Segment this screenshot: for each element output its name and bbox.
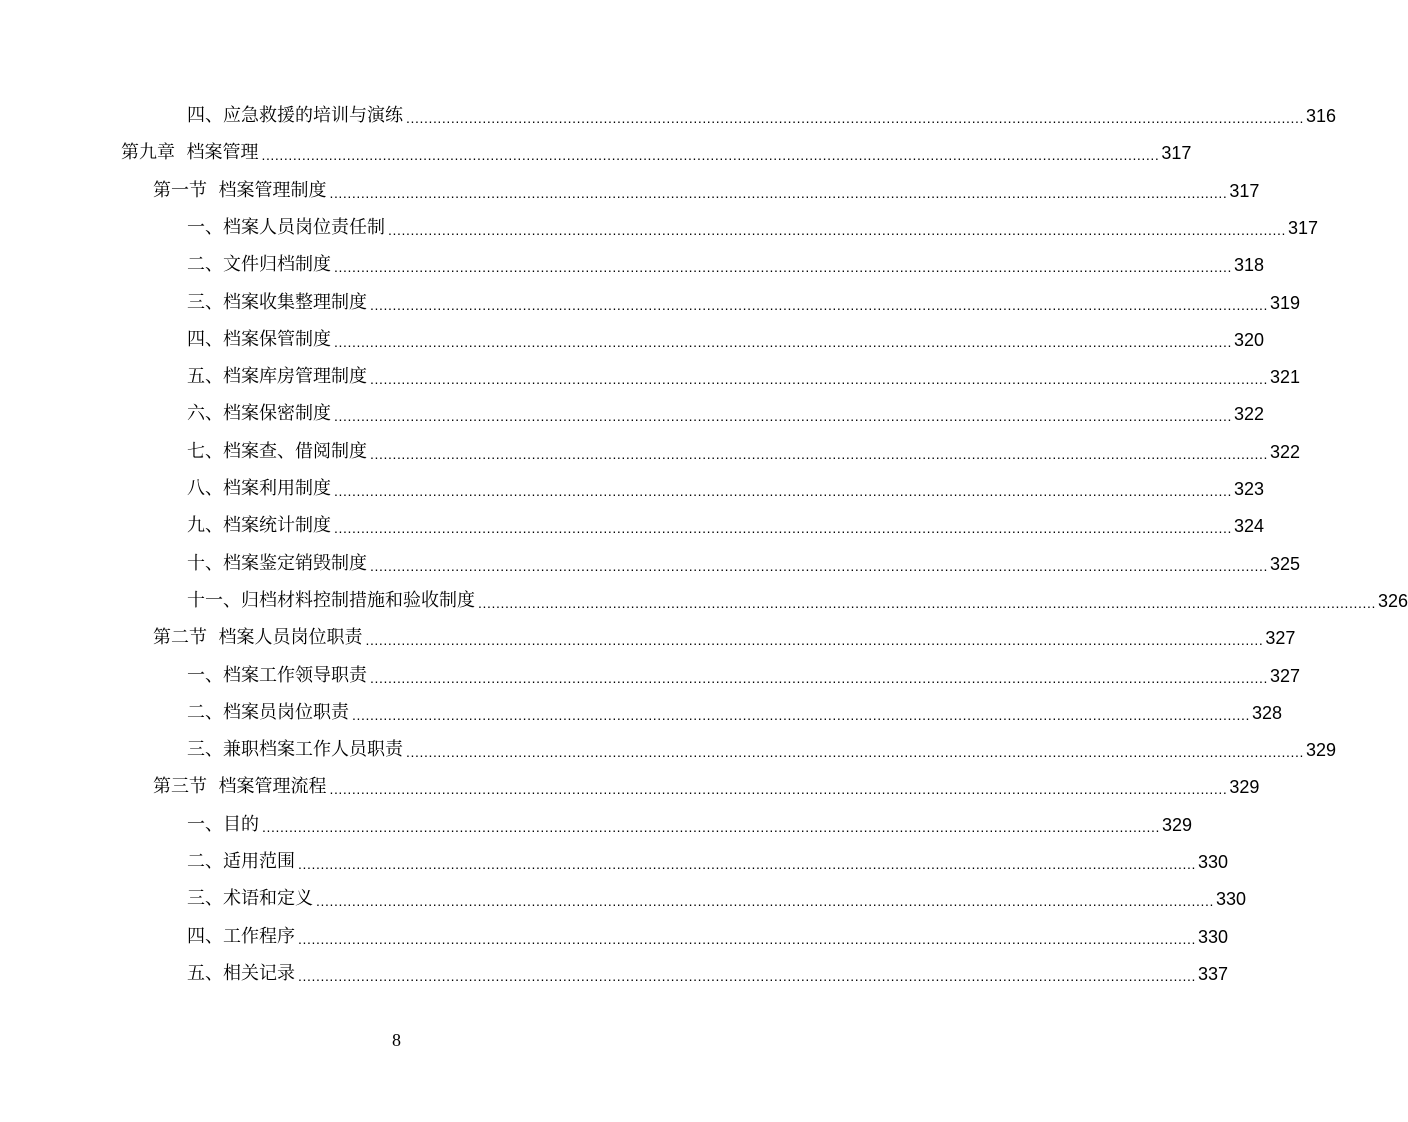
dot-leader: ........................................................................................................................................................................................................ <box>406 744 1304 761</box>
toc-entry[interactable] <box>187 586 1408 616</box>
toc-entry-title: 五、相关记录 <box>187 962 295 984</box>
toc-entry-title: 四、应急救援的培训与演练 <box>187 105 403 126</box>
toc-entry-page: 317 <box>1161 143 1192 164</box>
toc-entry-title: 三、兼职档案工作人员职责 <box>187 739 403 761</box>
toc-entry-page: 316 <box>1305 106 1336 126</box>
toc-entry[interactable] <box>187 735 1336 765</box>
toc-entry-page: 330 <box>1197 852 1228 872</box>
dot-leader: ........................................................................................................................................................................................................ <box>406 110 1304 126</box>
toc-entry-page: 323 <box>1233 479 1264 499</box>
dot-leader: ........................................................................................................................................................................................................ <box>370 669 1268 686</box>
toc-entry[interactable] <box>153 176 1260 206</box>
dot-leader: ........................................................................................................................................................................................................ <box>261 147 1160 164</box>
toc-entry-title: 二、适用范围 <box>187 851 295 872</box>
toc-entry-page: 326 <box>1377 590 1408 611</box>
dot-leader: ........................................................................................................................................................................................................ <box>370 296 1268 313</box>
toc-entry-title: 六、档案保密制度 <box>187 403 331 425</box>
toc-entry-page: 317 <box>1229 180 1260 201</box>
toc-entry[interactable] <box>187 474 1264 504</box>
dot-leader: ........................................................................................................................................................................................................ <box>334 333 1232 350</box>
toc-entry[interactable] <box>187 101 1336 131</box>
toc-entry[interactable] <box>187 437 1300 467</box>
toc-entry[interactable] <box>187 549 1300 579</box>
toc-entry[interactable] <box>187 959 1228 989</box>
toc-entry-title: 十、档案鉴定销毁制度 <box>187 552 367 574</box>
dot-leader: ........................................................................................................................................................................................................ <box>388 221 1286 238</box>
dot-leader: ........................................................................................................................................................................................................ <box>365 632 1264 649</box>
toc-entry[interactable] <box>187 399 1264 429</box>
toc-entry-page: 322 <box>1233 404 1264 425</box>
toc-entry-page: 330 <box>1197 926 1228 947</box>
dot-leader: ........................................................................................................................................................................................................ <box>316 893 1214 910</box>
toc-entry-page: 327 <box>1265 628 1296 649</box>
dot-leader: ........................................................................................................................................................................................................ <box>370 371 1268 388</box>
dot-leader: ........................................................................................................................................................................................................ <box>334 520 1232 537</box>
toc-entry[interactable] <box>187 325 1264 355</box>
toc-entry[interactable] <box>187 810 1192 840</box>
dot-leader: ........................................................................................................................................................................................................ <box>478 594 1376 611</box>
toc-entry-title: 第三节 档案管理流程 <box>153 776 327 798</box>
toc-entry-page: 337 <box>1197 963 1228 984</box>
toc-entry-page: 329 <box>1229 777 1260 798</box>
toc-entry-title: 一、目的 <box>187 813 259 835</box>
toc-entry-title: 四、档案保管制度 <box>187 328 331 350</box>
toc-entry[interactable] <box>187 213 1318 243</box>
toc-entry-title: 七、档案查、借阅制度 <box>187 440 367 462</box>
dot-leader: ........................................................................................................................................................................................................ <box>298 856 1196 872</box>
dot-leader: ........................................................................................................................................................................................................ <box>334 408 1232 425</box>
dot-leader: ........................................................................................................................................................................................................ <box>298 967 1196 984</box>
toc-entry-title: 第二节 档案人员岗位职责 <box>153 627 363 649</box>
toc-entry-title: 第九章 档案管理 <box>121 142 259 164</box>
toc-entry-page: 324 <box>1233 516 1264 537</box>
toc-entry[interactable] <box>187 884 1246 914</box>
toc-entry-title: 三、术语和定义 <box>187 888 313 910</box>
dot-leader: ........................................................................................................................................................................................................ <box>370 445 1268 462</box>
toc-entry-title: 五、档案库房管理制度 <box>187 366 367 388</box>
toc-entry-title: 八、档案利用制度 <box>187 478 331 499</box>
toc-entry-page: 325 <box>1269 553 1300 574</box>
dot-leader: ........................................................................................................................................................................................................ <box>334 483 1232 499</box>
dot-leader: ........................................................................................................................................................................................................ <box>370 557 1268 574</box>
toc-entry[interactable] <box>187 661 1300 691</box>
toc-entry-page: 330 <box>1215 889 1246 910</box>
toc-entry-title: 三、档案收集整理制度 <box>187 291 367 313</box>
toc-entry-page: 321 <box>1269 367 1300 388</box>
toc-entry-page: 317 <box>1287 217 1318 238</box>
toc-entry-page: 329 <box>1161 814 1192 835</box>
toc-entry[interactable] <box>187 362 1300 392</box>
toc-entry-title: 二、档案员岗位职责 <box>187 701 349 723</box>
toc-entry[interactable] <box>121 138 1192 168</box>
toc-entry[interactable] <box>187 511 1264 541</box>
toc-entry-page: 320 <box>1233 329 1264 350</box>
toc-entry[interactable] <box>187 698 1282 728</box>
toc-entry[interactable] <box>187 250 1264 280</box>
dot-leader: ........................................................................................................................................................................................................ <box>329 184 1228 201</box>
dot-leader: ........................................................................................................................................................................................................ <box>352 706 1250 723</box>
toc-entry[interactable] <box>153 623 1296 653</box>
dot-leader: ........................................................................................................................................................................................................ <box>298 930 1196 947</box>
toc-entry[interactable] <box>187 922 1228 952</box>
toc-entry-page: 319 <box>1269 292 1300 313</box>
toc-entry-page: 328 <box>1251 702 1282 723</box>
page-number: 8 <box>392 1030 401 1050</box>
toc-entry-title: 第一节 档案管理制度 <box>153 179 327 201</box>
dot-leader: ........................................................................................................................................................................................................ <box>334 259 1232 276</box>
toc-entry[interactable] <box>187 847 1228 877</box>
toc-entry-title: 十一、归档材料控制措施和验收制度 <box>187 589 475 611</box>
toc-entry[interactable] <box>153 772 1260 802</box>
dot-leader: ........................................................................................................................................................................................................ <box>262 818 1160 835</box>
toc-entry-title: 一、档案工作领导职责 <box>187 664 367 686</box>
toc-entry[interactable] <box>187 288 1300 318</box>
dot-leader: ........................................................................................................................................................................................................ <box>329 781 1228 798</box>
toc-entry-page: 322 <box>1269 441 1300 462</box>
toc-entry-title: 二、文件归档制度 <box>187 254 331 276</box>
toc-entry-page: 318 <box>1233 255 1264 276</box>
toc-entry-title: 一、档案人员岗位责任制 <box>187 216 385 238</box>
toc-entry-title: 九、档案统计制度 <box>187 515 331 537</box>
toc-entry-page: 327 <box>1269 665 1300 686</box>
toc-entry-title: 四、工作程序 <box>187 925 295 947</box>
toc-entry-page: 329 <box>1305 740 1336 761</box>
